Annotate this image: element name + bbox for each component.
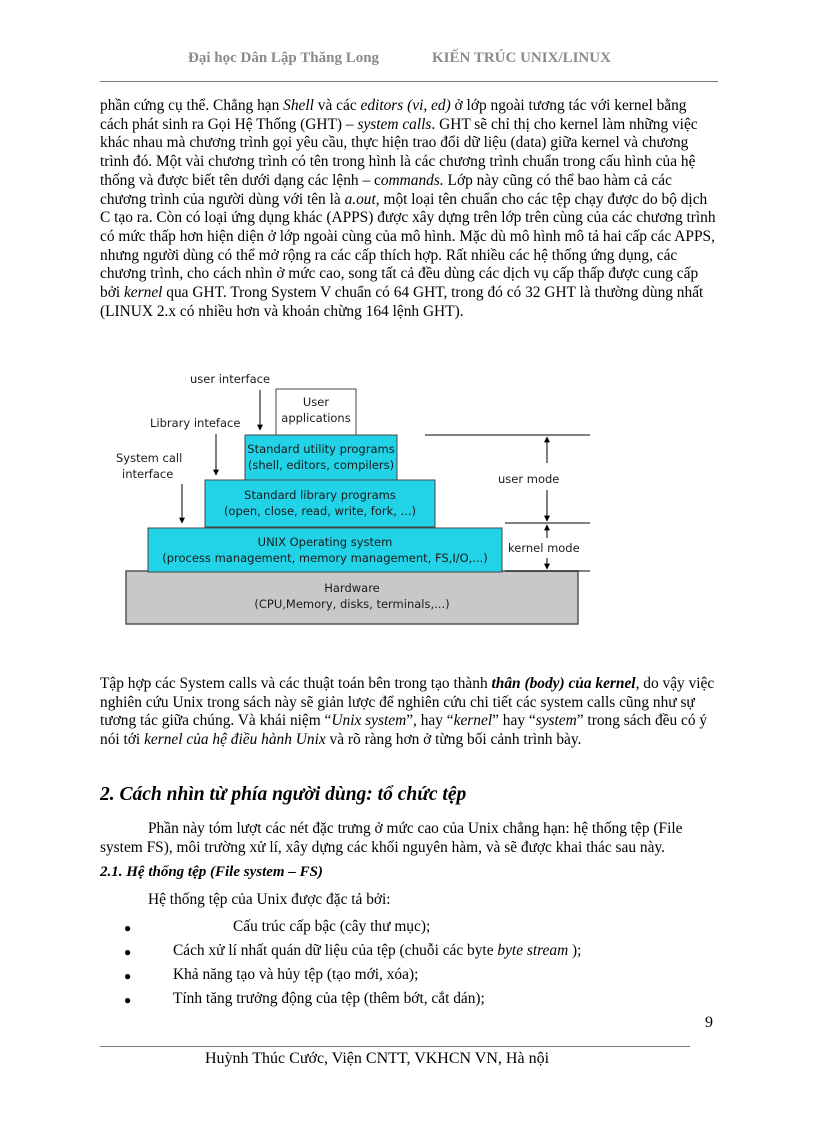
bullet-item-hierarchy: Cấu trúc cấp bậc (cây thư mục); xyxy=(233,918,431,935)
section-heading-2: 2. Cách nhìn từ phía người dùng: tổ chức tệp xyxy=(100,784,467,805)
bullet-marker: ● xyxy=(124,993,132,1007)
paragraph-fs-spec: Hệ thống tệp của Unix được đặc tả bởi: xyxy=(148,891,391,908)
bullet-marker: ● xyxy=(124,969,132,983)
header-institution: Đại học Dân Lập Thăng Long xyxy=(188,50,380,66)
kernel-mode-label: kernel mode xyxy=(508,541,580,555)
bullet-item-dynamic-growth: Tính tăng trưởng động của tệp (thêm bớt, cắt dán); xyxy=(173,990,485,1007)
std-library-label: Standard library programs xyxy=(244,488,396,502)
syscall-interface-label-1: System call xyxy=(116,451,183,465)
user-apps-desc: applications xyxy=(281,411,351,425)
footer-author: Huỳnh Thúc Cước, Viện CNTT, VKHCN VN, Hà nội xyxy=(205,1050,550,1067)
paragraph-section2: Phần này tóm lượt các nét đặc trưng ở mức cao của Unix chẳng hạn: hệ thống tệp (File system FS), môi trường xử lí, xây dựng các khối nguyên hàm, và sẽ được khai thác sau này. xyxy=(100,820,683,856)
section-heading-2-1: 2.1. Hệ thống tệp (File system – FS) xyxy=(100,864,323,880)
user-mode-label: user mode xyxy=(498,472,560,486)
hardware-label: Hardware xyxy=(324,581,380,595)
paragraph-kernel-body: Tập hợp các System calls và các thuật toán bên trong tạo thành thân (body) của kernel, do vậy việc nghiên cứu Unix trong sách này sẽ giản lược để nghiên cứu chi tiết các system calls cũng như sự tương tác giữa chúng. Và khái niệm “Unix system”, hay “kernel” hay “system” trong sách đều có ý nói tới kernel của hệ điều hành Unix và rõ ràng hơn ở từng bối cảnh trình bày. xyxy=(100,675,715,749)
std-library-desc: (open, close, read, write, fork, ...) xyxy=(223,504,417,518)
unix-os-label: UNIX Operating system xyxy=(257,535,393,549)
bullet-marker: ● xyxy=(124,945,132,959)
paragraph-intro: phần cứng cụ thể. Chẳng hạn Shell và các editors (vi, ed) ở lớp ngoài tương tác với kernel bằng cách phát sinh ra Gọi Hệ Thống (GHT) – system calls. GHT sẽ chỉ thị cho kernel làm những việc khác nhau mà chương trình gọi yêu cầu, thực hiện trao đổi dữ liệu (data) giữa kernel và chương trình đó. Một vài chương trình có tên trong hình là các chương trình chuẩn trong cấu hình của hệ thống và được biết tên dưới dạng các lệnh – commands. Lớp này cũng có thể bao hàm cả các chương trình của người dùng với tên là a.out, một loại tên chuẩn cho các tệp chạy được do bộ dịch C tạo ra. Còn có loại ứng dụng khác (APPS) được xây dựng trên lớp trên cùng của các chương trình có mức thấp hơn hiện diện ở lớp ngoài cùng của mô hình. Mặc dù mô hình mô tả hai cấp các APPS, nhưng người dùng có thể mở rộng ra các cấp thích hợp. Rất nhiều các hệ thống ứng dụng, các chương trình, cho cách nhìn ở mức cao, song tất cả đều dùng các dịch vụ cấp thấp được cung cấp bởi kernel qua GHT. Trong System V chuẩn có 64 GHT, trong đó có 32 GHT là thường dùng nhất (LINUX 2.x có nhiều hơn và khoản chừng 164 lệnh GHT). xyxy=(100,97,716,320)
header-title: KIẾN TRÚC UNIX/LINUX xyxy=(432,50,611,66)
footer-rule xyxy=(100,1046,690,1047)
syscall-interface-label-2: interface xyxy=(122,467,174,481)
bullet-item-byte-stream: Cách xử lí nhất quán dữ liệu của tệp (chuỗi các byte byte stream ); xyxy=(173,942,582,959)
user-apps-label: User xyxy=(302,395,330,409)
user-interface-label: user interface xyxy=(190,372,271,386)
unix-os-desc: (process management, memory management, FS,I/O,...) xyxy=(162,551,488,565)
library-interface-label: Library inteface xyxy=(150,416,241,430)
bullet-marker: ● xyxy=(124,921,132,935)
std-utility-desc: (shell, editors, compilers) xyxy=(247,458,395,472)
header-rule xyxy=(100,81,718,82)
std-utility-label: Standard utility programs xyxy=(247,442,395,456)
hardware-desc: (CPU,Memory, disks, terminals,...) xyxy=(254,597,450,611)
page-number: 9 xyxy=(705,1014,713,1031)
unix-architecture-diagram xyxy=(100,366,620,628)
bullet-item-create-delete: Khả năng tạo và hủy tệp (tạo mới, xóa); xyxy=(173,966,419,983)
